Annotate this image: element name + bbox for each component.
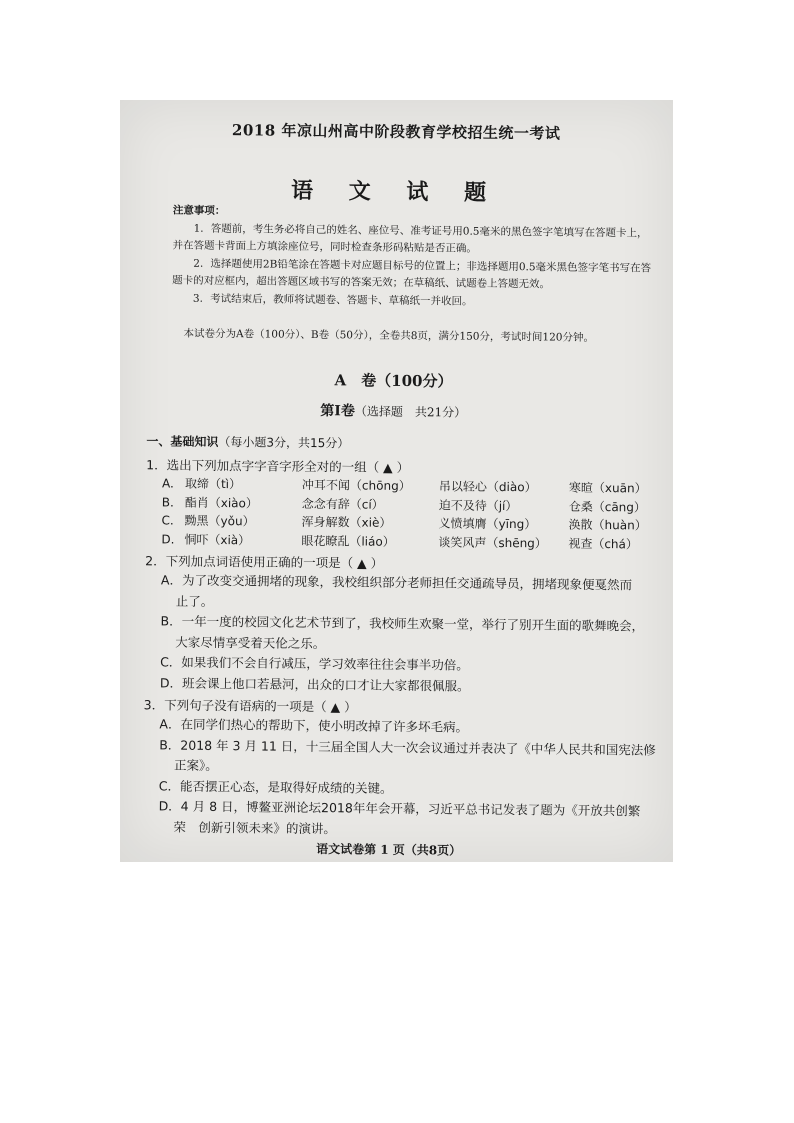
option-cell: 视查（chá） <box>568 536 639 551</box>
part1-sub: （选择题 共21分） <box>354 404 467 420</box>
option-cell: 吊以轻心（diào） <box>438 479 537 495</box>
option-text: C．能否摆正心态，是取得好成绩的关键。 <box>158 777 393 796</box>
note-item: 1．答题前，考生务必将自己的姓名、座位号、准考证号用0.5毫米的黑色签字笔填写在答题卡上，并在答题卡背面上方填涂座位号，同时检查条形码粘贴是否正确。 <box>172 222 648 255</box>
option-cell: 寒暄（xuān） <box>568 480 647 496</box>
option-text: B．一年一度的校园文化艺术节到了，我校师生欢聚一堂，举行了别开生面的歌舞晚会， <box>160 613 645 634</box>
option-cell: 取缔（tì） <box>184 476 242 492</box>
q3-option-d <box>142 796 662 842</box>
volume-a-heading: A 卷（100分） <box>334 371 453 391</box>
option-letter: B. <box>161 494 174 510</box>
part1-heading <box>121 398 666 424</box>
option-cell: 义愤填膺（yīng） <box>438 516 537 532</box>
q3-option-b <box>143 735 663 781</box>
option-cell: 谈笑风声（shēng） <box>438 534 547 550</box>
option-continuation: 正案》。 <box>173 757 218 774</box>
section1-heading <box>146 432 666 454</box>
exam-paper-photo <box>120 100 673 862</box>
notes-heading: 注意事项： <box>172 204 226 218</box>
part1-label: 第Ⅰ卷 <box>320 403 355 420</box>
q1-stem: 1．选出下列加点字字音字形全对的一组（ ▲ ） <box>146 457 410 476</box>
q2-option-b <box>144 611 664 657</box>
option-letter: C. <box>161 513 174 528</box>
option-cell: 黝黑（yǒu） <box>184 513 255 529</box>
option-text: A．在同学们热心的帮助下，使小明改掉了许多坏毛病。 <box>159 716 469 735</box>
section1-label: 一、基础知识 <box>146 434 219 450</box>
option-cell: 仓桑（cāng） <box>568 499 647 514</box>
option-text: D．班会课上他口若悬河，出众的口才让大家都很佩服。 <box>159 674 470 694</box>
option-text: D．4 月 8 日，博鳌亚洲论坛2018年年会开幕，习近平总书记发表了题为《开放共创繁 <box>158 798 641 819</box>
option-cell: 冲耳不闻（chōng） <box>301 477 411 494</box>
paper-info: 本试卷分为A卷（100分）、B卷（50分），全卷共8页，满分150分，考试时间120分钟。 <box>183 327 595 344</box>
section1-sub: （每小题3分，共15分） <box>218 435 350 451</box>
q1-options <box>145 474 666 553</box>
q2-option-a <box>145 570 665 616</box>
subject-title: 语 文 试 题 <box>290 177 501 206</box>
note-item: 3．考试结束后，教师将试题卷、答题卡、草稿纸一并收回。 <box>192 292 473 308</box>
q2-stem: 2．下列加点词语使用正确的一项是（ ▲ ） <box>145 553 384 571</box>
option-cell: 酯肖（xiào） <box>184 495 259 510</box>
option-text: B．2018 年 3 月 11 日，十三届全国人大一次会议通过并表决了《中华人民共和国宪法修 <box>159 736 656 758</box>
option-letter: A. <box>161 476 174 491</box>
option-cell: 浑身解数（xiè） <box>301 514 392 530</box>
option-continuation: 大家尽情享受着天伦之乐。 <box>175 634 326 651</box>
exam-title: 2018 年凉山州高中阶段教育学校招生统一考试 <box>231 121 561 143</box>
question-body <box>142 432 666 842</box>
option-cell: 念念有辞（cí） <box>301 496 384 512</box>
option-cell: 涣散（huàn） <box>568 517 647 533</box>
option-letter: D. <box>161 531 175 547</box>
option-continuation: 止了。 <box>175 593 214 609</box>
q3-stem: 3．下列句子没有语病的一项是（ ▲ ） <box>143 697 357 715</box>
page-footer: 语文试卷第 1 页（共8页） <box>316 842 462 858</box>
notes-block <box>172 203 653 314</box>
option-text: A．为了改变交通拥堵的现象，我校组织部分老师担任交通疏导员，拥堵现象便戛然而 <box>160 572 633 593</box>
option-text: C．如果我们不会自行减压，学习效率往往会事半功倍。 <box>160 654 469 673</box>
option-continuation: 荣 创新引领未来》的演讲。 <box>173 819 336 836</box>
option-cell: 眼花瞭乱（liáo） <box>301 533 395 549</box>
exam-sheet <box>120 100 673 862</box>
q2-option-d <box>144 673 664 699</box>
option-cell: 恫吓（xià） <box>184 532 251 547</box>
option-cell: 迫不及待（jí） <box>438 497 518 513</box>
note-item: 2．选择题使用2B铅笔涂在答题卡对应题目标号的位置上；非选择题用0.5毫米黑色签字笔书写在答题卡的对应框内，超出答题区域书写的答案无效；在草稿纸、试题卷上答题无效。 <box>172 257 652 291</box>
